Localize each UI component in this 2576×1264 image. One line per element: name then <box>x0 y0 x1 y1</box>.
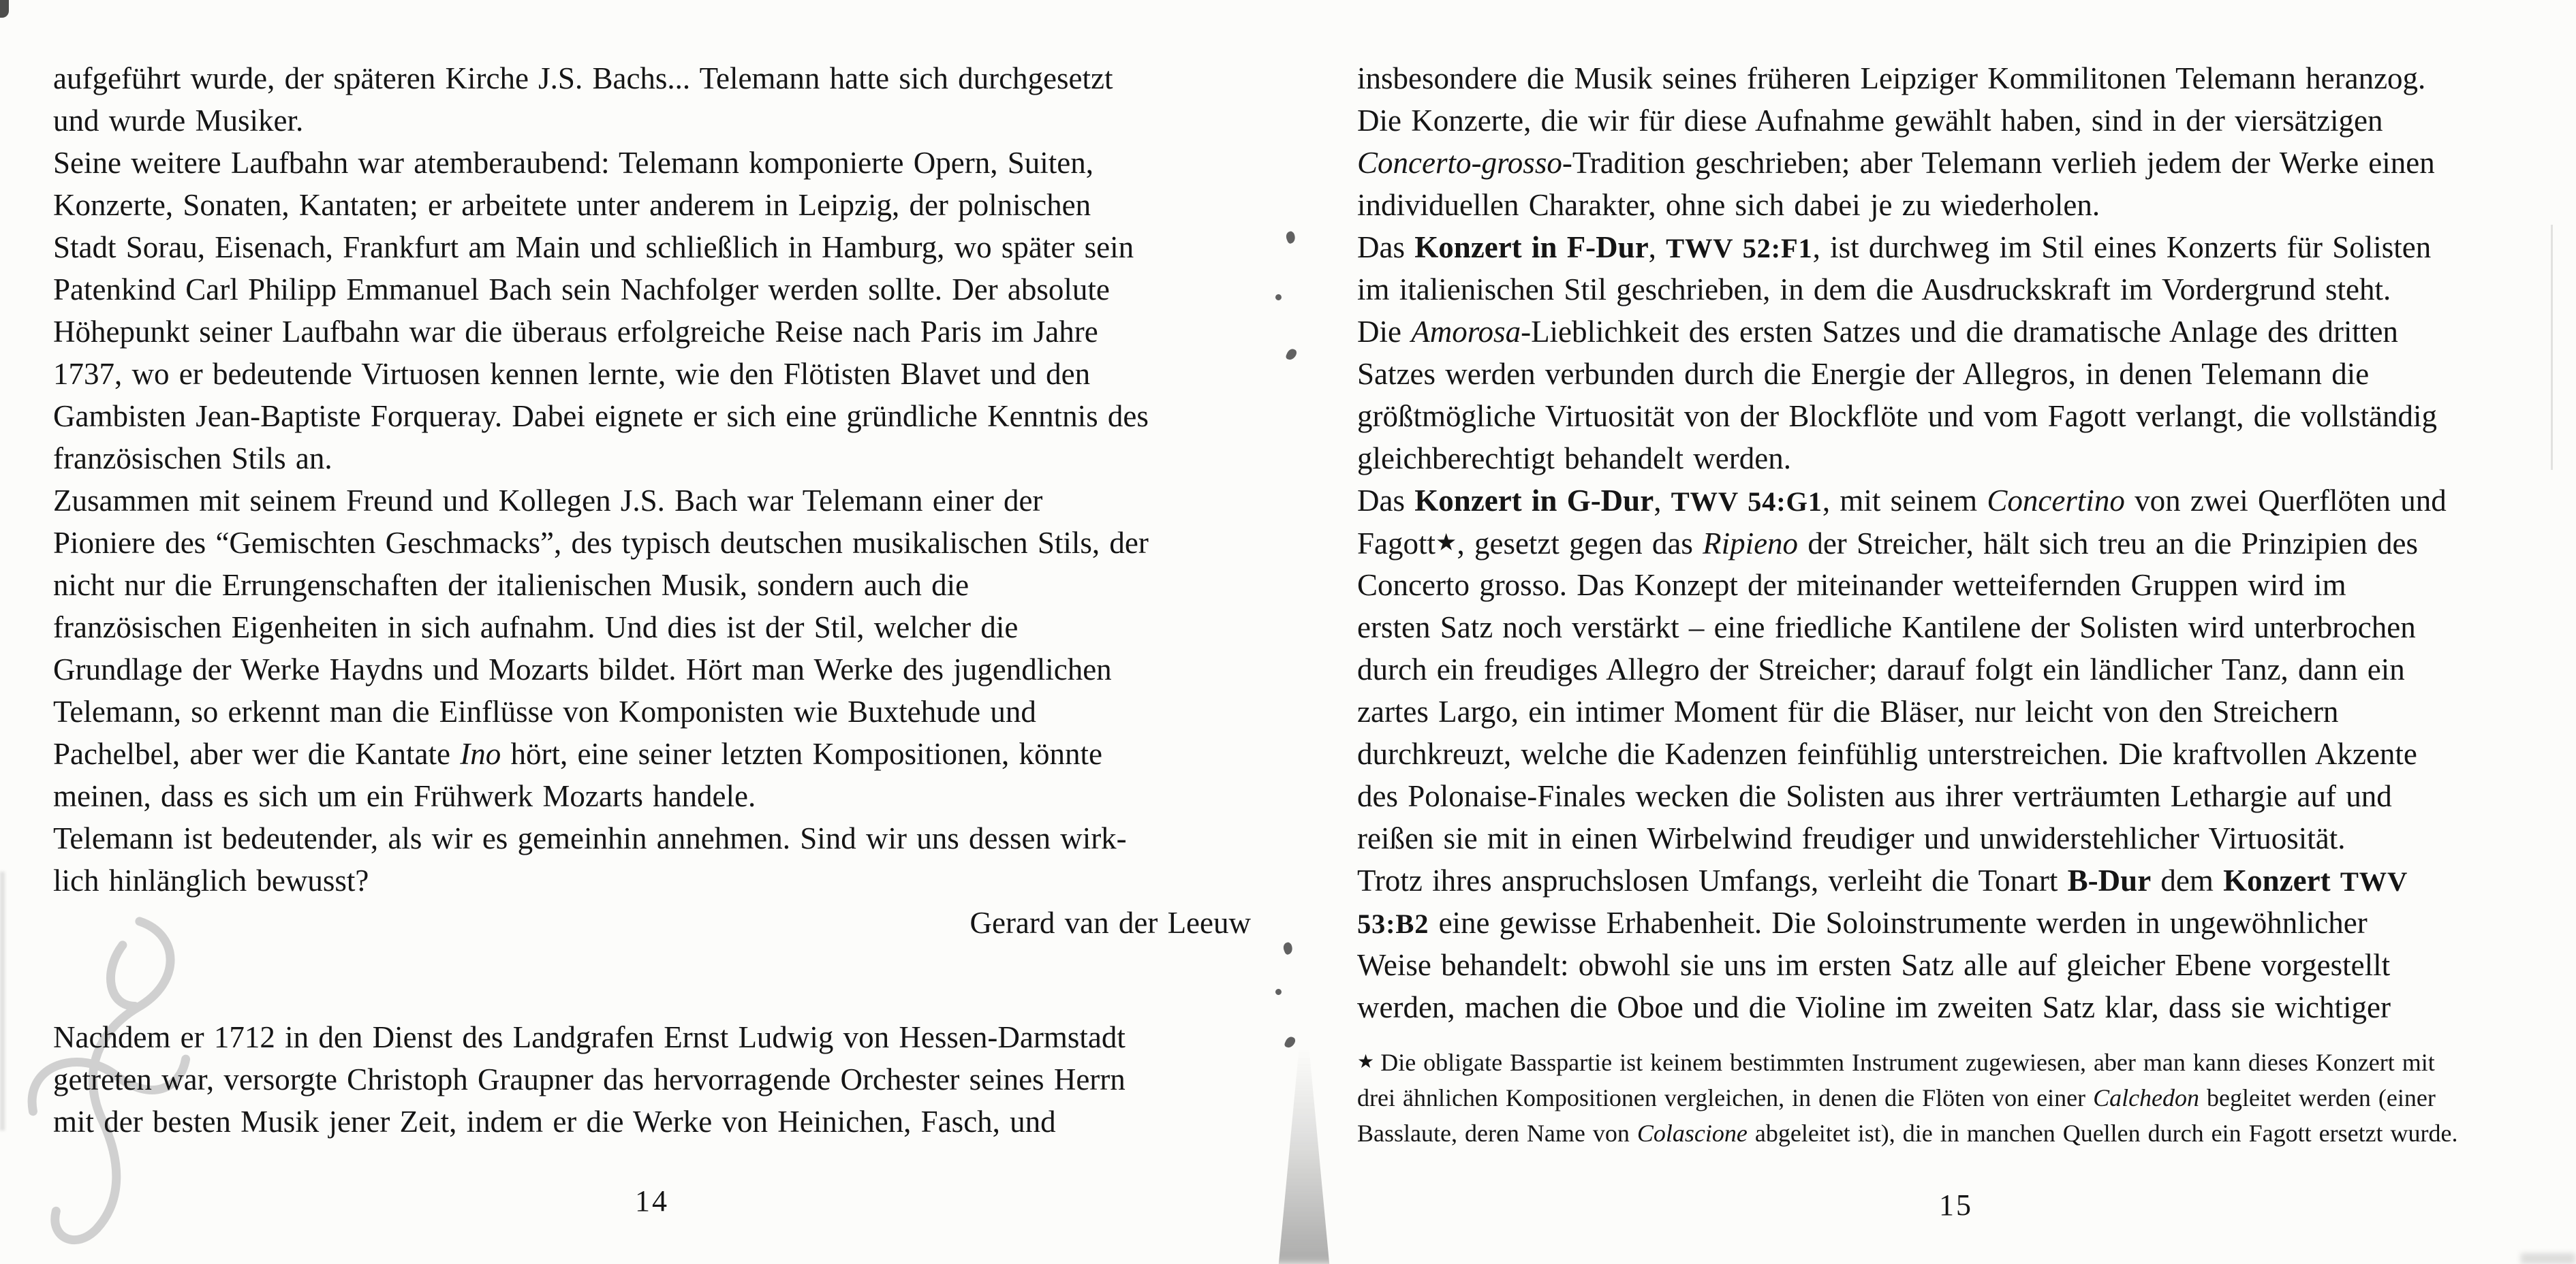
text-line: Die Amorosa-Lieblichkeit des ersten Satzes und die dramatische Anlage des dritten <box>1357 315 2398 349</box>
text-line: durch ein freudiges Allegro der Streicher; darauf folgt ein ländlicher Tanz, dann ein <box>1357 652 2405 686</box>
text-line: Pioniere des “Gemischten Geschmacks”, des typisch deutschen musikalischen Stils, der <box>53 526 1149 560</box>
text-line: Telemann, so erkennt man die Einflüsse von Komponisten wie Buxtehude und <box>53 695 1036 729</box>
text-line: ★ Die obligate Basspartie ist keinem bestimmten Instrument zugewiesen, aber man kann dieses Konzert mit <box>1357 1049 2435 1076</box>
scan-smudge <box>2521 1253 2575 1264</box>
text-line: größtmögliche Virtuosität von der Blockflöte und vom Fagott verlangt, die vollständig <box>1357 399 2437 433</box>
text-line: drei ähnlichen Kompositionen vergleichen, in denen die Flöten von einer Calchedon begleitet werden (einer <box>1357 1084 2436 1111</box>
text-line: Pachelbel, aber wer die Kantate Ino hört, eine seiner letzten Kompositionen, könnte <box>53 737 1102 771</box>
text-line: Das Konzert in F-Dur, TWV 52:F1, ist durchweg im Stil eines Konzerts für Solisten <box>1357 230 2432 264</box>
text-line: Concerto-grosso-Tradition geschrieben; aber Telemann verlieh jedem der Werke einen <box>1357 146 2435 180</box>
scan-speck <box>1284 230 1297 244</box>
text-line: französischen Eigenheiten in sich aufnahm. Und dies ist der Stil, welcher die <box>53 610 1019 644</box>
text-line: Höhepunkt seiner Laufbahn war die überaus erfolgreiche Reise nach Paris im Jahre <box>53 315 1098 349</box>
scan-edge-shading <box>0 872 5 1131</box>
text-line: Grundlage der Werke Haydns und Mozarts bildet. Hört man Werke des jugendlichen <box>53 652 1112 686</box>
text-line: Die Konzerte, die wir für diese Aufnahme gewählt haben, sind in der viersätzigen <box>1357 104 2383 138</box>
text-line: Gambisten Jean-Baptiste Forqueray. Dabei eignete er sich eine gründliche Kenntnis des <box>53 399 1149 433</box>
scan-edge-artifact <box>0 0 9 18</box>
text-line: Nachdem er 1712 in den Dienst des Landgrafen Ernst Ludwig von Hessen-Darmstadt <box>53 1020 1126 1054</box>
page-fold-shadow <box>1262 1049 1346 1264</box>
text-line: ersten Satz noch verstärkt – eine friedliche Kantilene der Solisten wird unterbrochen <box>1357 610 2416 644</box>
text-line: werden, machen die Oboe und die Violine im zweiten Satz klar, dass sie wichtiger <box>1357 990 2391 1024</box>
text-line: Trotz ihres anspruchslosen Umfangs, verleiht die Tonart B-Dur dem Konzert TWV <box>1357 864 2408 898</box>
text-line: Patenkind Carl Philipp Emmanuel Bach sein Nachfolger werden sollte. Der absolute <box>53 272 1110 306</box>
scan-speck <box>1282 941 1294 955</box>
page-number-right: 15 <box>1939 1188 1973 1222</box>
text-line: individuellen Charakter, ohne sich dabei je zu wiederholen. <box>1357 188 2100 222</box>
scan-speck <box>1284 1035 1297 1049</box>
text-line: zartes Largo, ein intimer Moment für die Bläser, nur leicht von den Streichern <box>1357 695 2339 729</box>
text-line: insbesondere die Musik seines früheren Leipziger Kommilitonen Telemann heranzog. <box>1357 61 2426 95</box>
text-line: französischen Stils an. <box>53 441 332 475</box>
text-line: Satzes werden verbunden durch die Energie der Allegros, in denen Telemann die <box>1357 357 2370 391</box>
scan-speck <box>1275 294 1283 302</box>
text-line: Telemann ist bedeutender, als wir es gemeinhin annehmen. Sind wir uns dessen wirk- <box>53 821 1127 855</box>
section-spacer <box>53 944 1251 1016</box>
text-line: mit der besten Musik jener Zeit, indem er die Werke von Heinichen, Fasch, und <box>53 1105 1056 1139</box>
text-line: im italienischen Stil geschrieben, in dem die Ausdruckskraft im Vordergrund steht. <box>1357 272 2391 306</box>
text-line: Basslaute, deren Name von Colascione abgeleitet ist), die in manchen Quellen durch ein Fagott ersetzt wurde. <box>1357 1120 2458 1147</box>
text-line: Das Konzert in G-Dur, TWV 54:G1, mit seinem Concertino von zwei Querflöten und <box>1357 484 2447 518</box>
text-line: reißen sie mit in einen Wirbelwind freudiger und unwiderstehlicher Virtuosität. <box>1357 821 2346 855</box>
page-number-left: 14 <box>635 1184 669 1218</box>
text-line: Konzerte, Sonaten, Kantaten; er arbeitete unter anderem in Leipzig, der polnischen <box>53 188 1091 222</box>
text-line: 53:B2 eine gewisse Erhabenheit. Die Soloinstrumente werden in ungewöhnlicher <box>1357 906 2368 940</box>
text-line: Concerto grosso. Das Konzept der miteinander wetteifernden Gruppen wird im <box>1357 568 2346 602</box>
text-line: nicht nur die Errungenschaften der italienischen Musik, sondern auch die <box>53 568 969 602</box>
right-paragraphs <box>1357 57 2555 1028</box>
text-line: Zusammen mit seinem Freund und Kollegen J.S. Bach war Telemann einer der <box>53 484 1043 518</box>
footnote-spacer <box>1357 1028 2555 1045</box>
author-signature: Gerard van der Leeuw <box>969 906 1251 940</box>
scan-speck <box>1285 347 1298 362</box>
scan-speck <box>1275 988 1283 996</box>
text-line: und wurde Musiker. <box>53 104 304 138</box>
text-line: lich hinlänglich bewusst? <box>53 864 369 898</box>
right-page-text <box>1357 57 2555 1151</box>
left-second-section <box>53 1016 1251 1143</box>
text-line: Seine weitere Laufbahn war atemberaubend: Telemann komponierte Opern, Suiten, <box>53 146 1093 180</box>
left-paragraphs <box>53 57 1251 902</box>
text-line: 1737, wo er bedeutende Virtuosen kennen lernte, wie den Flötisten Blavet und den <box>53 357 1091 391</box>
left-page-text <box>53 57 1251 1143</box>
text-line: durchkreuzt, welche die Kadenzen feinfühlig unterstreichen. Die kraftvollen Akzente <box>1357 737 2417 771</box>
text-line: Stadt Sorau, Eisenach, Frankfurt am Main und schließlich in Hamburg, wo später sein <box>53 230 1134 264</box>
text-line: getreten war, versorgte Christoph Graupner das hervorragende Orchester seines Herrn <box>53 1062 1126 1096</box>
text-line: Fagott★, gesetzt gegen das Ripieno der Streicher, hält sich treu an die Prinzipien des <box>1357 526 2418 560</box>
text-line: meinen, dass es sich um ein Frühwerk Mozarts handele. <box>53 779 756 813</box>
text-line: aufgeführt wurde, der späteren Kirche J.S. Bachs... Telemann hatte sich durchgesetzt <box>53 61 1113 95</box>
text-line: gleichberechtigt behandelt werden. <box>1357 441 1791 475</box>
scan-scratch <box>2551 225 2553 470</box>
footnote <box>1357 1045 2555 1151</box>
text-line: des Polonaise-Finales wecken die Solisten aus ihrer verträumten Lethargie auf und <box>1357 779 2392 813</box>
text-line: Weise behandelt: obwohl sie uns im ersten Satz alle auf gleicher Ebene vorgestellt <box>1357 948 2391 982</box>
